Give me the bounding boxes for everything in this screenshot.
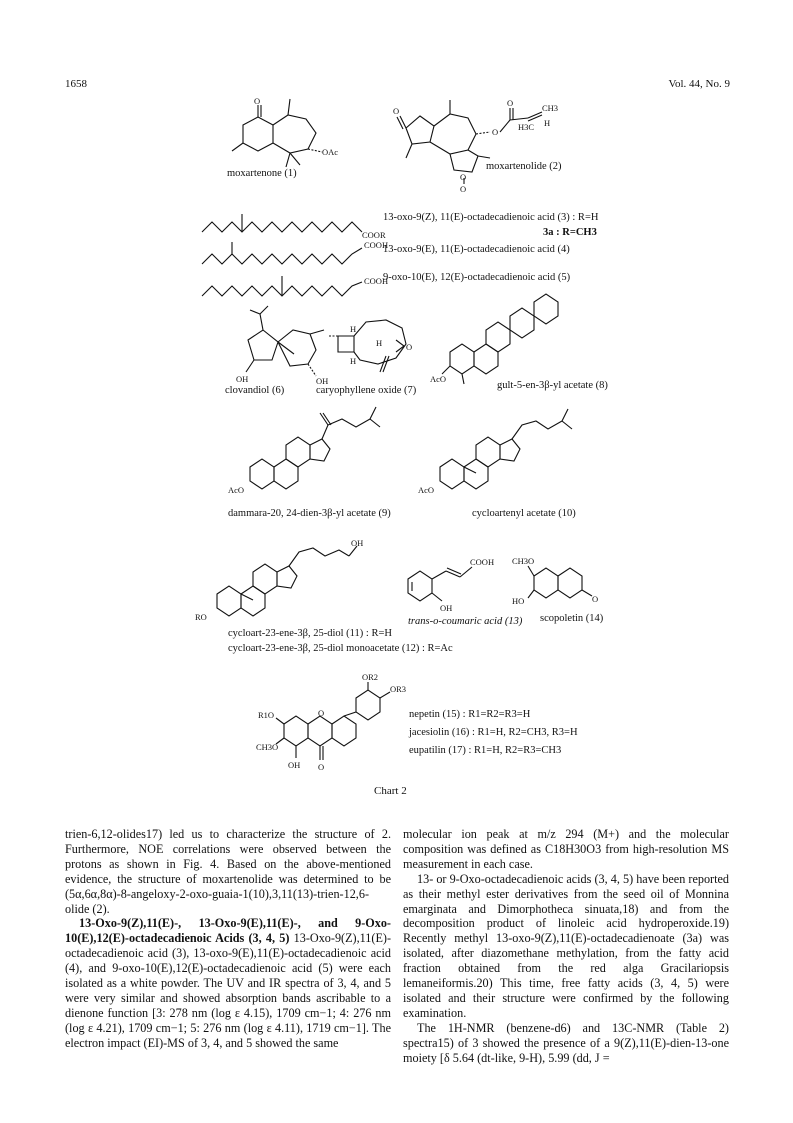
atom-label: O [318, 708, 325, 718]
structure-flavone [256, 672, 407, 780]
atom-label: R1O [258, 710, 275, 720]
structure-gultenyl-acetate [430, 296, 570, 388]
atom-label: H3C [518, 122, 535, 132]
structure-scopoletin [512, 552, 622, 612]
paragraph: molecular ion peak at m/z 294 (M+) and the molecular composition was defined as C18H30O3 from high-resolution MS measurement in each case. [403, 827, 729, 871]
page-number: 1658 [65, 78, 87, 90]
atom-label: OAc [322, 147, 339, 157]
atom-label: H [376, 338, 383, 348]
atom-label: O [592, 594, 599, 604]
atom-label: O [507, 98, 514, 108]
atom-label: AcO [228, 485, 245, 495]
structure-cycloartenyl-acetate [418, 405, 588, 503]
atom-label: OH [351, 538, 364, 548]
atom-label: OR2 [362, 672, 379, 682]
atom-label: COOH [364, 276, 389, 286]
paragraph: The 1H-NMR (benzene-d6) and 13C-NMR (Table 2) spectra15) of 3 showed the presence of a 9(Z),11(E)-dien-13-one moiety [δ 5.64 (dt-like, 9-H), 5.99 (dd, J = [403, 1020, 729, 1065]
compound-label-1: moxartenone (1) [227, 168, 297, 179]
body-column-left [65, 827, 391, 1051]
compound-label-5: 9-oxo-10(E), 12(E)-octadecadienoic acid (5) [383, 272, 571, 283]
compound-label-14: scopoletin (14) [540, 613, 604, 624]
atom-label: O [318, 762, 325, 772]
atom-label: COOR [362, 230, 386, 240]
paragraph: 13- or 9-Oxo-octadecadienoic acids (3, 4, 5) have been reported as their methyl ester derivatives from the seed oil of Monnina emarginata and Dimorphotheca sinuata,18) and from the decomposition product of linoleic acid hydroperoxide.19) Recently methyl 13-oxo-9(Z),11(E)-octadecadienoate (3a) was isolated, after diazomethane methylation, from the fatty acid fraction obtained from the red alga Gracilariopsis lemaneiformis.20) This time, free fatty acids (3, 4, 5) were isolated and their structure were confirmed by the following examination. [403, 871, 729, 1020]
body-column-right [403, 827, 729, 1066]
atom-label: COOH [470, 557, 495, 567]
compound-label-3a: 3a : R=CH3 [543, 227, 597, 238]
compound-label-8: gult-5-en-3β-yl acetate (8) [497, 380, 608, 391]
compound-label-7: caryophyllene oxide (7) [316, 385, 417, 396]
atom-label: AcO [430, 374, 447, 384]
structure-cycloartenediol [195, 534, 365, 630]
structure-fatty-acid-3 [200, 208, 386, 240]
atom-label: O [460, 184, 467, 194]
compound-label-12: cycloart-23-ene-3β, 25-diol monoacetate (12) : R=Ac [228, 643, 453, 654]
structure-moxartenolide [392, 88, 572, 194]
journal-volume: Vol. 44, No. 9 [668, 78, 730, 90]
paragraph: trien-6,12-olides17) led us to characterize the structure of 2. Furthermore, NOE correlations were observed between the protons as shown in Fig. 4. Based on the above-mentioned evidence, the structure of moxartenolide was determined to be (5α,6α,8α)-8-angeloxy-2-oxo-guaia-1(10),3,11(13)-trien-12,6-olide (2). [65, 827, 391, 916]
atom-label: OH [440, 603, 453, 613]
atom-label: HO [512, 596, 525, 606]
compound-label-9: dammara-20, 24-dien-3β-yl acetate (9) [228, 508, 391, 519]
structure-fatty-acid-5 [200, 270, 389, 302]
atom-label: H [350, 324, 357, 334]
chart-caption: Chart 2 [374, 785, 407, 797]
atom-label: OR3 [390, 684, 407, 694]
atom-label: AcO [418, 485, 435, 495]
compound-label-4: 13-oxo-9(E), 11(E)-octadecadienoic acid (4) [383, 244, 570, 255]
structure-fatty-acid-4 [200, 240, 389, 270]
paragraph: 13-Oxo-9(Z),11(E)-, 13-Oxo-9(E),11(E)-, and 9-Oxo-10(E),12(E)-octadecadienoic Acids (3, 4, 5) 13-Oxo-9(Z),11(E)-octadecadienoic acid (3), 13-oxo-9(E),11(E)-octadecadienoic acid (4), and 9-oxo-10(E),12(E)-octadecadienoic acid (5) were each isolated as a white powder. The UV and IR spectra of 3, 4, and 5 were very similar and showed absorption bands ascribable to a dienone function [3: 278 nm (log ε 4.15), 1709 cm−1; 4: 276 nm (log ε 4.21), 1709 cm−1; 5: 276 nm (log ε 4.11), 1719 cm−1]. The electron impact (EI)-MS of 3, 4, and 5 showed the same [65, 916, 392, 1050]
atom-label: CH3 [542, 103, 559, 113]
atom-label: OH [316, 376, 329, 386]
atom-label: RO [195, 612, 207, 622]
structure-moxartenone [228, 95, 348, 170]
compound-label-13: trans-o-coumaric acid (13) [408, 616, 523, 627]
atom-label: H [350, 356, 357, 366]
structure-coumaric-acid [402, 555, 502, 615]
compound-label-11: cycloart-23-ene-3β, 25-diol (11) : R=H [228, 628, 392, 639]
atom-label: O [393, 106, 400, 116]
atom-label: H [544, 118, 551, 128]
atom-label: COOH [364, 240, 389, 250]
compound-label-6: clovandiol (6) [225, 385, 285, 396]
compound-label-17: eupatilin (17) : R1=H, R2=R3=CH3 [409, 745, 562, 756]
atom-label: CH3O [256, 742, 279, 752]
section-heading: 13-Oxo-9(Z),11(E)-, 13-Oxo-9(E),11(E)-, and 9-Oxo-10(E),12(E)-octadecadienoic Acids (3, 4, 5) [65, 916, 391, 946]
compound-label-3: 13-oxo-9(Z), 11(E)-octadecadienoic acid (3) : R=H [383, 212, 599, 223]
compound-label-2: moxartenolide (2) [486, 161, 562, 172]
atom-label: OH [236, 374, 249, 384]
compound-label-16: jacesiolin (16) : R1=H, R2=CH3, R3=H [409, 727, 578, 738]
atom-label: CH3O [512, 556, 535, 566]
atom-label: O [406, 342, 413, 352]
structure-clovandiol [228, 300, 338, 385]
compound-label-15: nepetin (15) : R1=R2=R3=H [409, 709, 531, 720]
atom-label: O [460, 172, 467, 182]
compound-label-10: cycloartenyl acetate (10) [472, 508, 576, 519]
structure-caryophyllene-oxide [324, 316, 424, 386]
atom-label: O [254, 96, 261, 106]
atom-label: O [492, 127, 499, 137]
structure-dammaradienyl-acetate [228, 405, 398, 503]
atom-label: OH [288, 760, 301, 770]
